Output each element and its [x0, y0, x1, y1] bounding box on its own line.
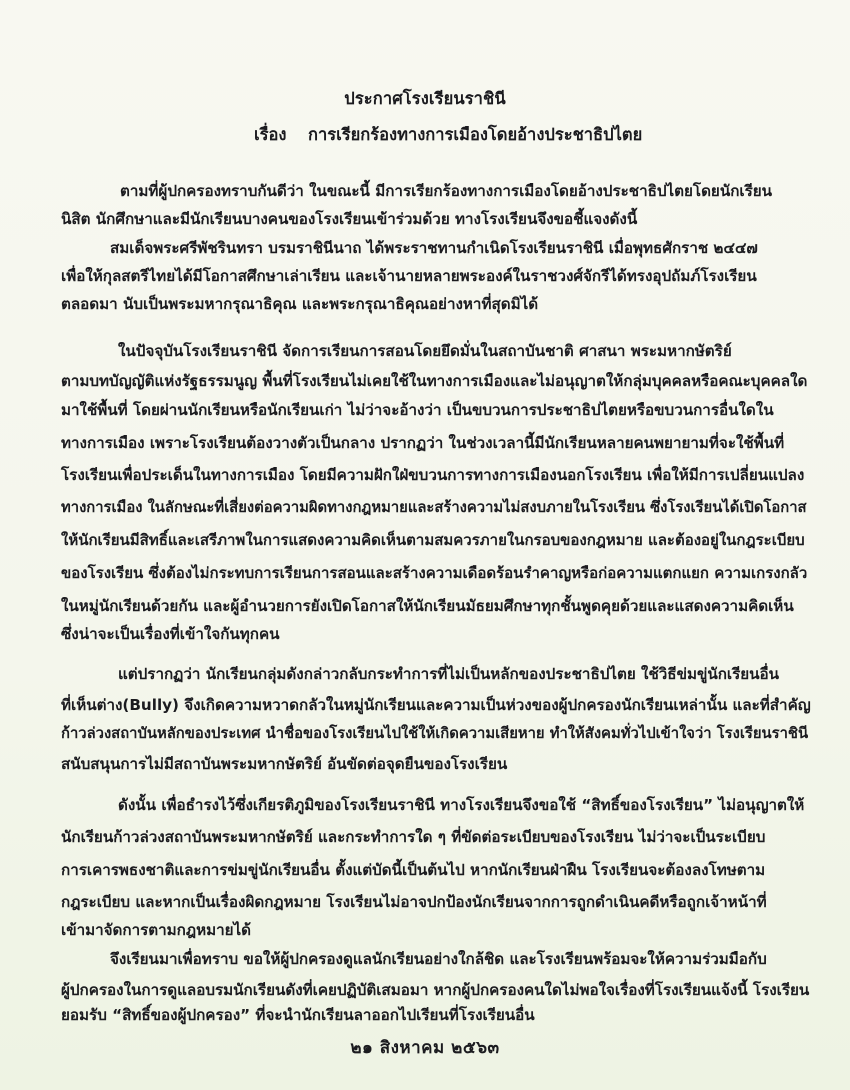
body-line: กฎระเบียบ และหากเป็นเรื่องผิดกฎหมาย โรงเรียนไม่อาจปกป้องนักเรียนจากการถูกดำเนินคดีหรือถูกเจ้าหน้าที่ [61, 893, 767, 911]
subject-line [254, 122, 642, 148]
body-line: โรงเรียนเพื่อประเด็นในทางการเมือง โดยมีความฝักใฝ่ขบวนการทางการเมืองนอกโรงเรียน เพื่อให้มีการเปลี่ยนแปลง [61, 466, 805, 484]
body-line: การเคารพธงชาติและการข่มขู่นักเรียนอื่น ตั้งแต่บัดนี้เป็นต้นไป หากนักเรียนฝ่าฝืน โรงเรียนจะต้องลงโทษตาม [61, 861, 766, 879]
body-line: ทางการเมือง ในลักษณะที่เสี่ยงต่อความผิดทางกฎหมายและสร้างความไม่สงบภายในโรงเรียน ซึ่งโรงเรียนได้เปิดโอกาส [61, 499, 807, 516]
body-line: สนับสนุนการไม่มีสถาบันพระมหากษัตริย์ อันขัดต่อจุดยืนของโรงเรียน [61, 755, 508, 773]
body-line: แต่ปรากฏว่า นักเรียนกลุ่มดังกล่าวกลับกระทำการที่ไม่เป็นหลักของประชาธิปไตย ใช้วิธีข่มขู่นักเรียนอื่น [118, 665, 780, 683]
body-line: ก้าวล่วงสถาบันหลักของประเทศ นำชื่อของโรงเรียนไปใช้ให้เกิดความเสียหาย ทำให้สังคมทั่วไปเข้าใจว่า โรงเรียนราชินี [61, 725, 809, 742]
document-date: ๒๑ สิงหาคม ๒๕๖๓ [350, 1038, 500, 1058]
subject-text: การเรียกร้องทางการเมืองโดยอ้างประชาธิปไตย [308, 125, 643, 144]
body-line: จึงเรียนมาเพื่อทราบ ขอให้ผู้ปกครองดูแลนักเรียนอย่างใกล้ชิด และโรงเรียนพร้อมจะให้ความร่วมมือกับ [110, 950, 767, 968]
body-line: ในปัจจุบันโรงเรียนราชินี จัดการเรียนการสอนโดยยึดมั่นในสถาบันชาติ ศาสนา พระมหากษัตริย์ [118, 342, 732, 360]
document-title: ประกาศโรงเรียนราชินี [344, 89, 506, 108]
body-line: นักเรียนก้าวล่วงสถาบันพระมหากษัตริย์ และกระทำการใด ๆ ที่ขัดต่อระเบียบของโรงเรียน ไม่ว่าจะเป็นระเบียบ [61, 828, 766, 846]
body-line: ตามที่ผู้ปกครองทราบกันดีว่า ในขณะนี้ มีการเรียกร้องทางการเมืองโดยอ้างประชาธิปไตยโดยนักเรียน [120, 182, 773, 200]
body-line: ดังนั้น เพื่อธำรงไว้ซึ่งเกียรติภูมิของโรงเรียนราชินี ทางโรงเรียนจึงขอใช้ “สิทธิ์ของโรงเรียน” ไม่อนุญาตให้ [118, 796, 805, 814]
body-line: ทางการเมือง เพราะโรงเรียนต้องวางตัวเป็นกลาง ปรากฏว่า ในช่วงเวลานี้มีนักเรียนหลายคนพยายามที่จะใช้พื้นที่ [61, 434, 785, 452]
body-line: ตลอดมา นับเป็นพระมหากรุณาธิคุณ และพระกรุณาธิคุณอย่างหาที่สุดมิได้ [61, 295, 539, 313]
body-line: เข้ามาจัดการตามกฎหมายได้ [61, 921, 252, 939]
body-line: ในหมู่นักเรียนด้วยกัน และผู้อำนวยการยังเปิดโอกาสให้นักเรียนมัธยมศึกษาทุกชั้นพูดคุยด้วยและแสดงความคิดเห็น [61, 597, 794, 615]
body-line: สมเด็จพระศรีพัชรินทรา บรมราชินีนาถ ได้พระราชทานกำเนิดโรงเรียนราชินี เมื่อพุทธศักราช ๒๔๔๗ [110, 239, 758, 257]
body-line: ตามบทบัญญัติแห่งรัฐธรรมนูญ พื้นที่โรงเรียนไม่เคยใช้ในทางการเมืองและไม่อนุญาตให้กลุ่มบุคคลหรือคณะบุคคลใด [61, 372, 808, 390]
body-line: ซึ่งน่าจะเป็นเรื่องที่เข้าใจกันทุกคน [61, 625, 280, 643]
body-line: มาใช้พื้นที่ โดยผ่านนักเรียนหรือนักเรียนเก่า ไม่ว่าจะอ้างว่า เป็นขบวนการประชาธิปไตยหรือขบวนการอื่นใดใน [61, 401, 774, 419]
body-line: ยอมรับ “สิทธิ์ของผู้ปกครอง” ที่จะนำนักเรียนลาออกไปเรียนที่โรงเรียนอื่น [61, 1006, 535, 1024]
subject-label: เรื่อง [254, 125, 287, 144]
body-line: เพื่อให้กุลสตรีไทยได้มีโอกาสศึกษาเล่าเรียน และเจ้านายหลายพระองค์ในราชวงศ์จักรีได้ทรงอุปถัมภ์โรงเรียน [61, 267, 757, 285]
body-line: ให้นักเรียนมีสิทธิ์และเสรีภาพในการแสดงความคิดเห็นตามสมควรภายในกรอบของกฎหมาย และต้องอยู่ในกฎระเบียบ [61, 531, 805, 549]
body-line: ผู้ปกครองในการดูแลอบรมนักเรียนดังที่เคยปฏิบัติเสมอมา หากผู้ปกครองคนใดไม่พอใจเรื่องที่โรงเรียนแจ้งนี้ โรงเรียน [61, 981, 810, 999]
body-line: ของโรงเรียน ซึ่งต้องไม่กระทบการเรียนการสอนและสร้างความเดือดร้อนรำคาญหรือก่อความแตกแยก ความเกรงกลัว [61, 564, 808, 582]
body-line: นิสิต นักศึกษาและมีนักเรียนบางคนของโรงเรียนเข้าร่วมด้วย ทางโรงเรียนจึงขอชี้แจงดังนี้ [61, 210, 638, 228]
body-line: ที่เห็นต่าง(Bully) จึงเกิดความหวาดกลัวในหมู่นักเรียนและความเป็นห่วงของผู้ปกครองนักเรียนเหล่านั้น และที่สำคัญ [61, 696, 811, 714]
